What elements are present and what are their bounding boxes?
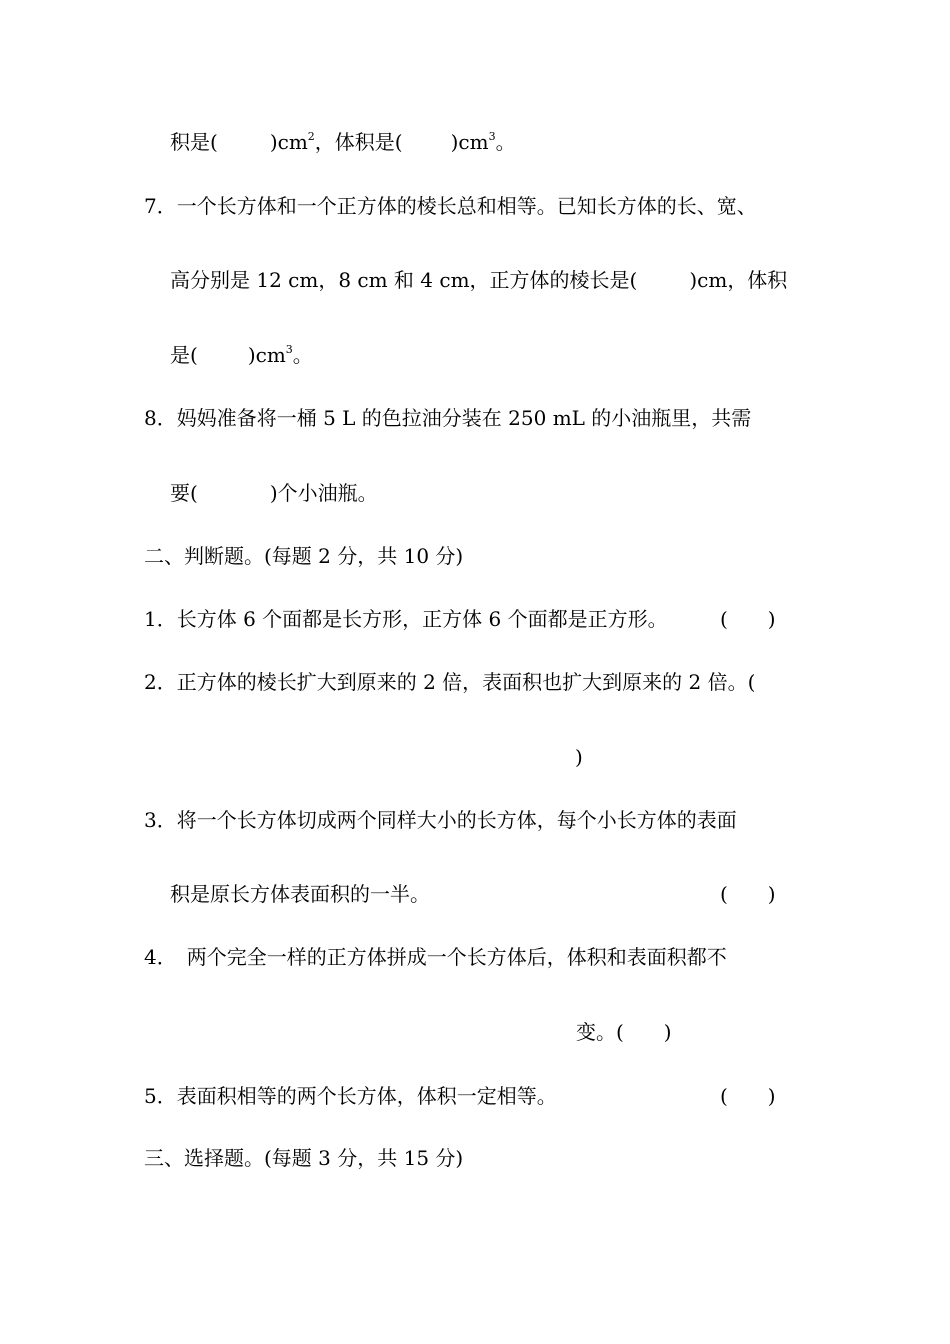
q8-line-2 — [170, 479, 378, 507]
tf-item-3-cont: 积是原长方体表面积的一半。 — [170, 882, 430, 906]
q8-text-b: )个小油瓶。 — [269, 481, 378, 505]
q8-line-1: 8．妈妈准备将一桶 5 L 的色拉油分装在 250 mL 的小油瓶里，共需 — [144, 406, 752, 430]
q8-text-a: 要( — [170, 481, 198, 505]
q7-line-2 — [170, 266, 787, 294]
section-heading-true-false: 二、判断题。(每题 2 分，共 10 分) — [144, 544, 464, 568]
tf-item-5-bracket[interactable]: ( ) — [720, 1084, 776, 1108]
q7-line-1: 7．一个长方体和一个正方体的棱长总和相等。已知长方体的长、宽、 — [144, 194, 757, 218]
q7-text-c: 是( — [170, 343, 198, 367]
tf-item-4-cont[interactable]: 变。( ) — [576, 1020, 672, 1044]
tf-item-2-bracket-close[interactable]: ) — [575, 745, 583, 769]
q7-text-e: 。 — [292, 343, 313, 367]
q6-text-c: ，体积是( — [314, 130, 403, 154]
superscript: 2 — [307, 130, 315, 143]
tf-item-1: 1．长方体 6 个面都是长方形，正方体 6 个面都是正方形。 — [144, 607, 668, 631]
q6-continuation — [170, 128, 516, 156]
q7-text-b: )cm，体积 — [689, 268, 788, 292]
q7-text-a: 高分别是 12 cm，8 cm 和 4 cm，正方体的棱长是( — [170, 268, 638, 292]
tf-item-1-bracket[interactable]: ( ) — [720, 607, 776, 631]
q7-text-d: )cm — [247, 343, 286, 367]
section-heading-multiple-choice: 三、选择题。(每题 3 分，共 15 分) — [144, 1146, 464, 1170]
q6-text-d: )cm — [450, 130, 489, 154]
tf-item-3: 3．将一个长方体切成两个同样大小的长方体，每个小长方体的表面 — [144, 808, 737, 832]
q6-text-e: 。 — [495, 130, 516, 154]
tf-item-2: 2．正方体的棱长扩大到原来的 2 倍，表面积也扩大到原来的 2 倍。( — [144, 670, 756, 694]
tf-item-4: 4． 两个完全一样的正方体拼成一个长方体后，体积和表面积都不 — [144, 945, 727, 969]
tf-item-5: 5．表面积相等的两个长方体，体积一定相等。 — [144, 1084, 557, 1108]
q6-text-a: 积是( — [170, 130, 218, 154]
tf-item-3-bracket[interactable]: ( ) — [720, 882, 776, 906]
q6-text-b: )cm — [269, 130, 308, 154]
q7-line-3 — [170, 341, 313, 369]
superscript: 3 — [488, 130, 496, 143]
superscript: 3 — [285, 343, 293, 356]
